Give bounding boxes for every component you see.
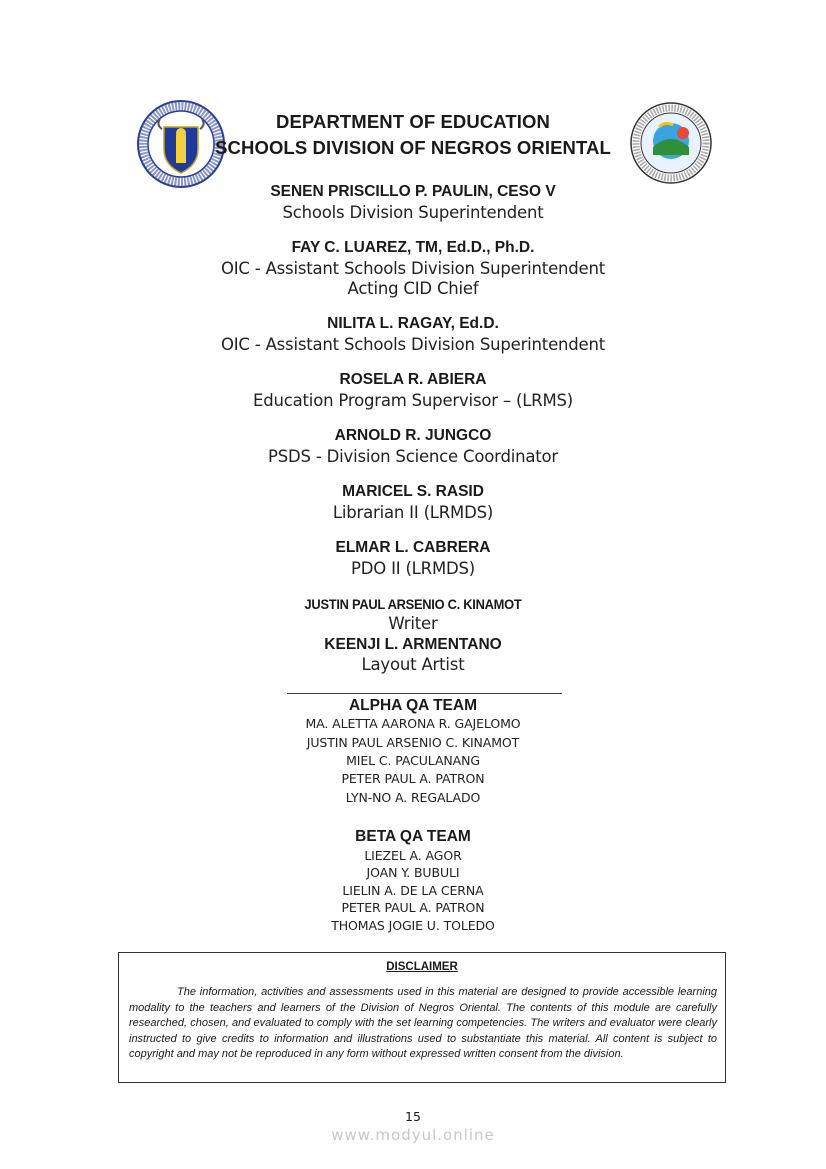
- beta-team-member: THOMAS JOGIE U. TOLEDO: [331, 918, 495, 933]
- official-role: OIC - Assistant Schools Division Superintendent: [220, 259, 606, 278]
- beta-team-member: JOAN Y. BUBULI: [366, 865, 460, 880]
- official-role: Schools Division Superintendent: [282, 203, 544, 222]
- writer-role: Writer: [388, 614, 438, 633]
- official-name: MARICEL S. RASID: [342, 483, 484, 500]
- official-role: OIC - Assistant Schools Division Superintendent: [220, 335, 606, 354]
- alpha-team-member: PETER PAUL A. PATRON: [341, 771, 485, 786]
- disclaimer-title: DISCLAIMER: [386, 961, 458, 973]
- official-name: ROSELA R. ABIERA: [339, 371, 487, 388]
- alpha-team-member: MIEL C. PACULANANG: [346, 753, 480, 768]
- official-name: ARNOLD R. JUNGCO: [334, 427, 492, 444]
- official-name: SENEN PRISCILLO P. PAULIN, CESO V: [270, 183, 556, 200]
- official-name: FAY C. LUAREZ, TM, Ed.D., Ph.D.: [291, 239, 535, 256]
- alpha-team-member: JUSTIN PAUL ARSENIO C. KINAMOT: [306, 735, 520, 750]
- watermark: www.modyul.online: [331, 1126, 495, 1144]
- layout-artist-name: KEENJI L. ARMENTANO: [324, 636, 502, 653]
- official-role: Education Program Supervisor – (LRMS): [253, 391, 573, 410]
- alpha-team-member: LYN-NO A. REGALADO: [345, 790, 481, 805]
- official-role: Acting CID Chief: [347, 279, 479, 298]
- beta-team-member: LIEZEL A. AGOR: [364, 848, 462, 863]
- beta-team-member: PETER PAUL A. PATRON: [341, 900, 485, 915]
- disclaimer-box: [118, 952, 726, 1083]
- header-line-1: DEPARTMENT OF EDUCATION: [276, 111, 550, 132]
- alpha-team-title: ALPHA QA TEAM: [348, 697, 477, 714]
- official-name: NILITA L. RAGAY, Ed.D.: [327, 315, 499, 332]
- official-role: PDO II (LRMDS): [350, 559, 475, 578]
- alpha-team-member: MA. ALETTA AARONA R. GAJELOMO: [305, 716, 521, 731]
- writer-name: JUSTIN PAUL ARSENIO C. KINAMOT: [304, 596, 522, 612]
- official-role: PSDS - Division Science Coordinator: [267, 447, 559, 466]
- official-name: ELMAR L. CABRERA: [335, 539, 491, 556]
- beta-team-title: BETA QA TEAM: [355, 828, 471, 845]
- page-number: 15: [405, 1109, 421, 1124]
- official-role: Librarian II (LRMDS): [332, 503, 494, 522]
- separator-line: [287, 693, 562, 694]
- beta-team-member: LIELIN A. DE LA CERNA: [342, 883, 484, 898]
- disclaimer-body: The information, activities and assessments used in this material are designed to provide accessible learning modality to the teachers and learners of the Division of Negros Oriental. The contents of this module are carefully researched, chosen, and evaluated to comply with the set learning competencies. The writers and evaluator were clearly instructed to give credits to information and illustrations used to substantiate this material. All content is subject to copyright and may not be reproduced in any form without expressed written consent from the division.: [129, 986, 717, 1061]
- header-line-2: SCHOOLS DIVISION OF NEGROS ORIENTAL: [215, 137, 611, 158]
- layout-artist-role: Layout Artist: [361, 655, 465, 674]
